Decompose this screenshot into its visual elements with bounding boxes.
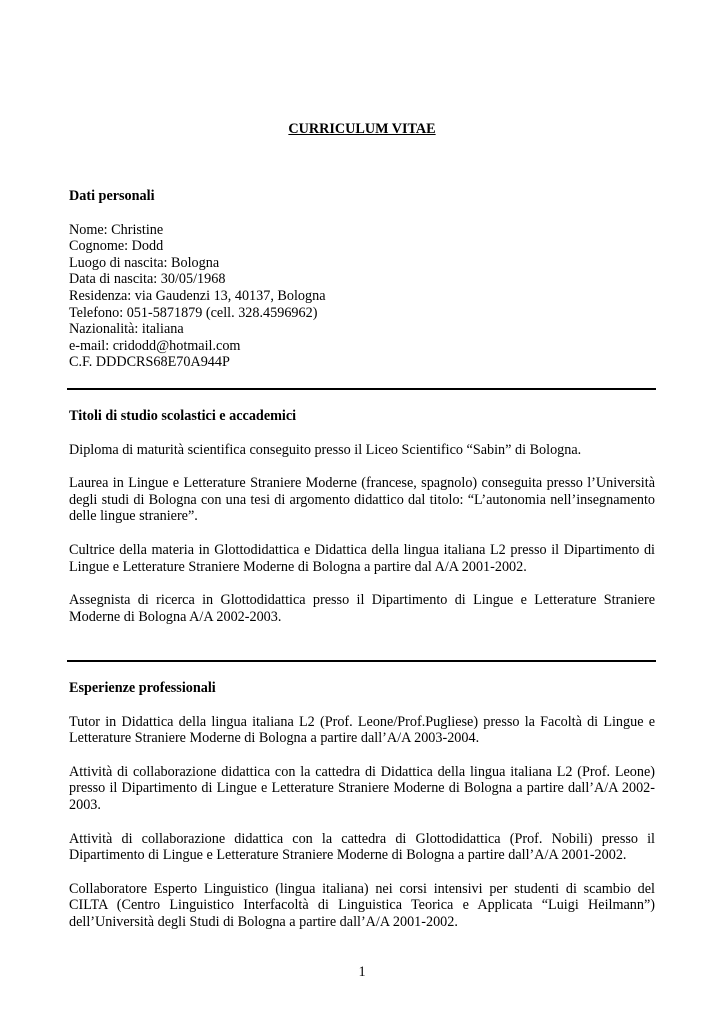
personal-line-birthplace: Luogo di nascita: Bologna — [69, 254, 220, 271]
experience-section — [69, 680, 655, 931]
personal-line-phone: Telefono: 051-5871879 (cell. 328.4596962) — [69, 304, 318, 321]
personal-line-residence: Residenza: via Gaudenzi 13, 40137, Bologna — [69, 287, 326, 304]
experience-paragraph-collab-glotto: Attività di collaborazione didattica con la cattedra di Glottodidattica (Prof. Nobili) presso il Dipartimento di Lingue e Letterature Straniere Moderne di Bologna a partire dall’A/A 2001-2002. — [69, 830, 655, 864]
personal-line-email: e-mail: cridodd@hotmail.com — [69, 337, 241, 354]
education-paragraph-cultrice: Cultrice della materia in Glottodidattica e Didattica della lingua italiana L2 presso il Dipartimento di Lingue e Letterature Straniere Moderne di Bologna a partire dal A/A 2001-2002. — [69, 541, 655, 575]
document-title: CURRICULUM VITAE — [288, 121, 436, 137]
personal-line-nationality: Nazionalità: italiana — [69, 321, 184, 338]
education-paragraph-research: Assegnista di ricerca in Glottodidattica presso il Dipartimento di Lingue e Letterature Straniere Moderne di Bologna A/A 2002-2003. — [69, 592, 655, 625]
education-section — [69, 408, 655, 625]
experience-paragraph-tutor: Tutor in Didattica della lingua italiana L2 (Prof. Leone/Prof.Pugliese) presso la Facoltà di Lingue e Letterature Straniere Moderne di Bologna a partire dall’A/A 2003-2004. — [69, 713, 655, 747]
personal-line-fiscal-code: C.F. DDDCRS68E70A944P — [69, 354, 230, 371]
personal-line-surname: Cognome: Dodd — [69, 238, 164, 255]
education-paragraph-diploma: Diploma di maturità scientifica conseguito presso il Liceo Scientifico “Sabin” di Bologna. — [69, 441, 582, 458]
page-number: 1 — [358, 964, 366, 980]
section-divider — [67, 388, 656, 390]
personal-data-section — [69, 188, 655, 371]
education-paragraph-degree: Laurea in Lingue e Letterature Straniere Moderne (francese, spagnolo) conseguita presso l’Università degli studi di Bologna con una tesi di argomento didattico dal titolo: “L’autonomia nell’insegnamento delle lingue straniere”. — [69, 475, 655, 525]
experience-heading: Esperienze professionali — [69, 680, 216, 696]
section-divider — [67, 660, 656, 662]
experience-paragraph-cilta: Collaboratore Esperto Linguistico (lingua italiana) nei corsi intensivi per studenti di scambio del CILTA (Centro Linguistico Interfacoltà di Linguistica Teorica e Applicata “Luigi Heilmann”) dell’Università degli Studi di Bologna a partire dall’A/A 2001-2002. — [69, 880, 655, 930]
personal-line-name: Nome: Christine — [69, 221, 164, 238]
personal-data-heading: Dati personali — [69, 188, 155, 204]
experience-paragraph-collab-l2: Attività di collaborazione didattica con la cattedra di Didattica della lingua italiana L2 (Prof. Leone) presso il Dipartimento di Lingue e Letterature Straniere Moderne di Bologna a partire dall’A/A 2002-2003. — [69, 763, 655, 813]
education-heading: Titoli di studio scolastici e accademici — [69, 408, 297, 424]
personal-line-birthdate: Data di nascita: 30/05/1968 — [69, 271, 226, 288]
